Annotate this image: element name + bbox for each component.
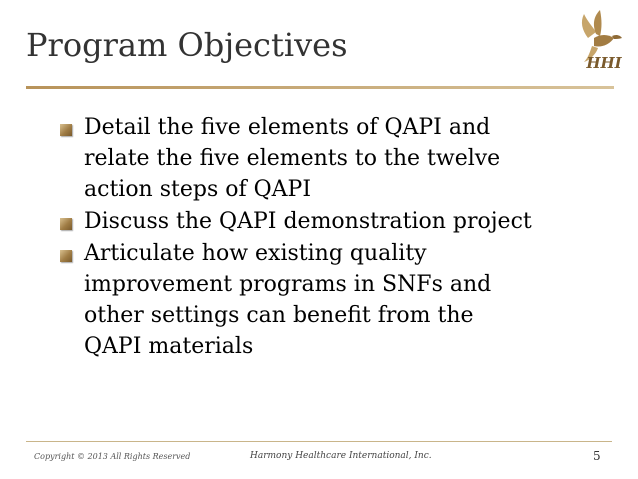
bullet-square-icon: [60, 124, 72, 136]
bullet-text: Articulate how existing quality improvement programs in SNFs and other settings can benefit from the QAPI materials: [84, 241, 492, 359]
slide-title: Program Objectives: [26, 26, 348, 64]
list-item: [60, 206, 600, 237]
bullet-text: Discuss the QAPI demonstration project: [84, 209, 532, 234]
dove-logo-icon: [574, 8, 628, 78]
title-underline: [26, 86, 614, 89]
list-item: [60, 238, 600, 362]
list-item: [60, 112, 600, 205]
bullet-square-icon: [60, 218, 72, 230]
page-number: 5: [593, 449, 601, 463]
footer-divider: [26, 441, 612, 442]
bullet-text: Detail the five elements of QAPI and relate the five elements to the twelve action steps of QAPI: [84, 115, 501, 202]
hhi-logo: [574, 8, 628, 78]
svg-text:HHI: HHI: [586, 54, 622, 72]
footer-copyright: Copyright © 2013 All Rights Reserved: [34, 452, 191, 461]
footer-company: Harmony Healthcare International, Inc.: [250, 451, 432, 461]
objectives-list: [60, 112, 600, 363]
bullet-square-icon: [60, 250, 72, 262]
